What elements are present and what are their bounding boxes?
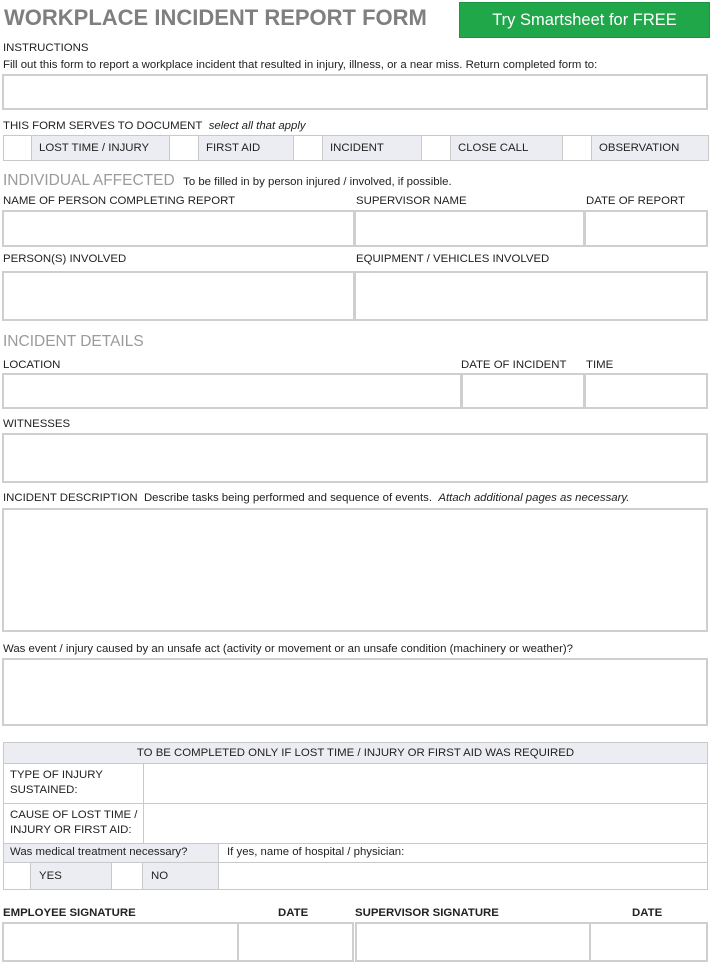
checkbox-close-call[interactable] <box>421 136 451 160</box>
name-field[interactable] <box>2 210 355 247</box>
hospital-label: If yes, name of hospital / physician: <box>219 844 707 863</box>
incident-description-hint: Describe tasks being performed and sequence of events. <box>143 492 433 504</box>
supervisor-date-label: DATE <box>632 907 663 919</box>
cause-label-line1: CAUSE OF LOST TIME / <box>10 809 138 821</box>
employee-signature-field[interactable] <box>2 922 239 962</box>
hospital-field[interactable] <box>219 863 707 889</box>
unsafe-act-question: Was event / injury caused by an unsafe act (activity or movement or an unsafe condition (machinery or weather)? <box>3 643 574 655</box>
time-field[interactable] <box>584 373 708 409</box>
type-of-injury-field[interactable] <box>144 764 707 804</box>
individual-section-note: To be filled in by person injured / involved, if possible. <box>183 176 452 188</box>
medical-treatment-question: Was medical treatment necessary? <box>4 844 219 863</box>
incident-description-header <box>3 492 629 504</box>
unsafe-act-field[interactable] <box>2 658 708 726</box>
serves-options-row <box>3 135 709 161</box>
supervisor-signature-field[interactable] <box>355 922 591 962</box>
time-label: TIME <box>586 359 614 371</box>
supervisor-name-field[interactable] <box>354 210 585 247</box>
checkbox-incident[interactable] <box>293 136 323 160</box>
instructions-heading: INSTRUCTIONS <box>3 42 89 54</box>
supervisor-date-field[interactable] <box>589 922 708 962</box>
supervisor-name-label: SUPERVISOR NAME <box>356 195 467 207</box>
location-field[interactable] <box>2 373 462 409</box>
supervisor-signature-label: SUPERVISOR SIGNATURE <box>355 907 499 919</box>
date-of-incident-field[interactable] <box>461 373 585 409</box>
cause-label-line2: INJURY OR FIRST AID: <box>10 824 132 836</box>
option-close-call: CLOSE CALL <box>451 136 562 160</box>
witnesses-field[interactable] <box>2 433 708 483</box>
option-first-aid: FIRST AID <box>199 136 293 160</box>
date-of-incident-label: DATE OF INCIDENT <box>461 359 567 371</box>
incident-details-title: INCIDENT DETAILS <box>3 333 144 350</box>
serves-heading <box>3 120 306 132</box>
checkbox-lost-time[interactable] <box>4 136 32 160</box>
cause-label <box>4 804 144 844</box>
type-of-injury-label <box>4 764 144 804</box>
try-smartsheet-button[interactable]: Try Smartsheet for FREE <box>459 2 710 38</box>
incident-description-field[interactable] <box>2 508 708 632</box>
lost-time-table <box>3 742 708 890</box>
serves-heading-text: THIS FORM SERVES TO DOCUMENT <box>3 120 203 132</box>
date-of-report-label: DATE OF REPORT <box>586 195 685 207</box>
checkbox-medical-yes[interactable] <box>4 863 31 889</box>
employee-date-field[interactable] <box>237 922 354 962</box>
employee-signature-label: EMPLOYEE SIGNATURE <box>3 907 136 919</box>
individual-section-header <box>3 172 452 190</box>
equipment-field[interactable] <box>354 271 708 321</box>
employee-date-label: DATE <box>278 907 309 919</box>
checkbox-medical-no[interactable] <box>111 863 143 889</box>
witnesses-label: WITNESSES <box>3 418 71 430</box>
date-of-report-field[interactable] <box>584 210 708 247</box>
type-of-injury-label-line1: TYPE OF INJURY <box>10 769 103 781</box>
persons-involved-field[interactable] <box>2 271 355 321</box>
option-incident: INCIDENT <box>323 136 421 160</box>
checkbox-first-aid[interactable] <box>169 136 199 160</box>
option-lost-time: LOST TIME / INJURY <box>32 136 169 160</box>
individual-section-title: INDIVIDUAL AFFECTED <box>3 172 175 189</box>
instructions-text: Fill out this form to report a workplace incident that resulted in injury, illness, or a near miss. Return completed form to: <box>3 59 598 71</box>
type-of-injury-label-line2: SUSTAINED: <box>10 784 78 796</box>
incident-description-hint-attach: Attach additional pages as necessary. <box>438 492 630 504</box>
location-label: LOCATION <box>3 359 61 371</box>
incident-description-label: INCIDENT DESCRIPTION <box>3 492 138 504</box>
page-title: WORKPLACE INCIDENT REPORT FORM <box>4 5 427 30</box>
lost-time-header: TO BE COMPLETED ONLY IF LOST TIME / INJURY OR FIRST AID WAS REQUIRED <box>4 743 707 764</box>
equipment-label: EQUIPMENT / VEHICLES INVOLVED <box>356 253 550 265</box>
cause-field[interactable] <box>144 804 707 844</box>
return-to-field[interactable] <box>2 74 708 110</box>
name-label: NAME OF PERSON COMPLETING REPORT <box>3 195 236 207</box>
serves-hint: select all that apply <box>208 120 306 132</box>
medical-yes-label: YES <box>31 863 111 889</box>
checkbox-observation[interactable] <box>562 136 592 160</box>
persons-involved-label: PERSON(S) INVOLVED <box>3 253 127 265</box>
medical-no-label: NO <box>143 863 219 889</box>
option-observation: OBSERVATION <box>592 136 708 160</box>
